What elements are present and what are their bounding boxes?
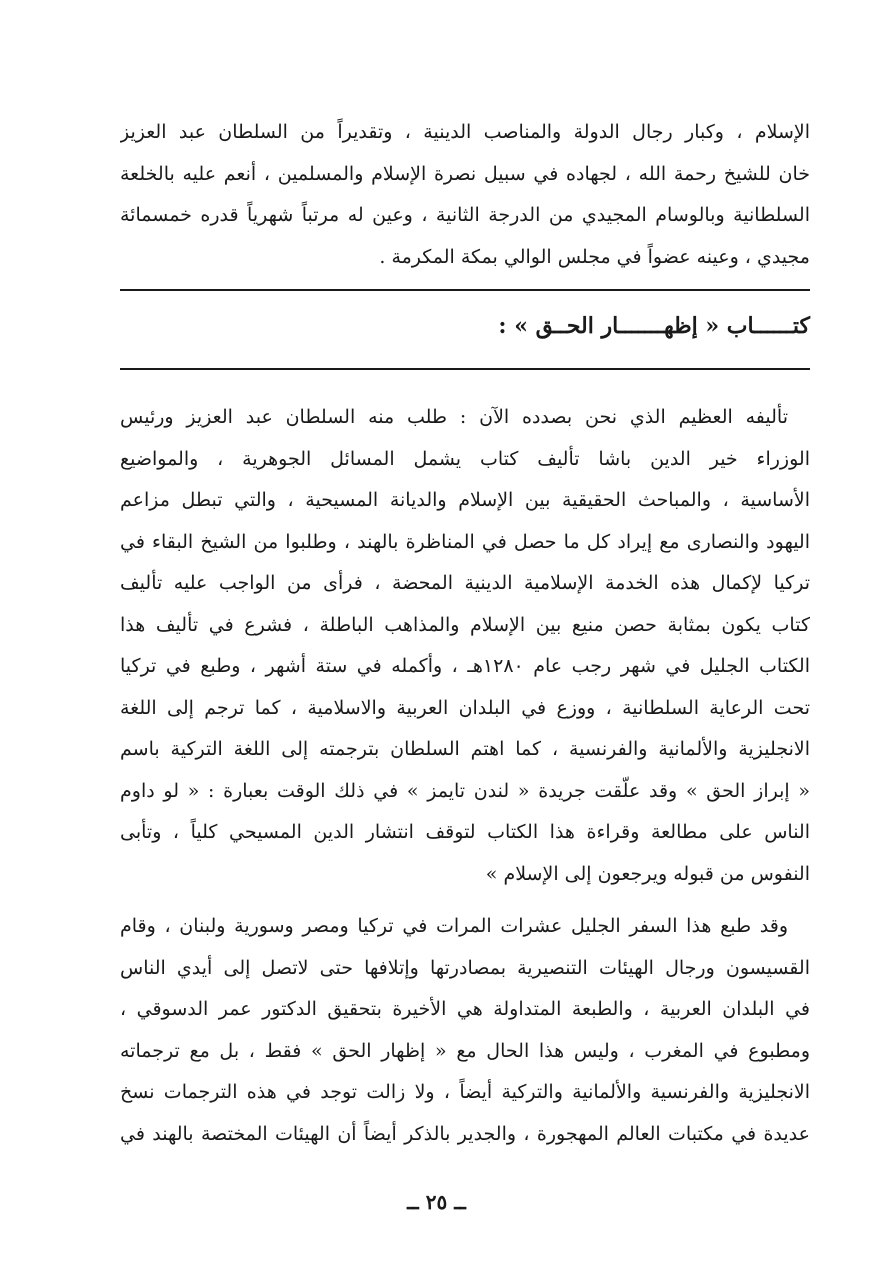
paragraph-line: تأليفه العظيم الذي نحن بصدده الآن : طلب منه السلطان عبد العزيز ورئيس <box>120 406 788 428</box>
paragraph-line: كتاب يكون بمثابة حصن منيع بين الإسلام والمذاهب الباطلة ، فشرع في تأليف هذا <box>120 613 810 636</box>
paragraph-line: النفوس من قبوله ويرجعون إلى الإسلام » <box>485 862 810 885</box>
paragraph-line: الانجليزية والفرنسية والألمانية والتركية أيضاً ، ولا زالت توجد في هذه الترجمات نسخ <box>120 1081 810 1103</box>
paragraph-line: « إبراز الحق » وقد علّقت جريدة « لندن تايمز » في ذلك الوقت بعبارة : « لو داوم <box>120 779 810 802</box>
section-heading: كتــــــاب « إظهـــــــار الحــق » : <box>498 313 810 339</box>
body-paragraph-1 <box>120 397 810 895</box>
paragraph-line: القسيسون ورجال الهيئات التنصيرية بمصادرتها وإتلافها حتى لاتصل إلى أيدي الناس <box>120 956 810 979</box>
intro-line: مجيدي ، وعينه عضواً في مجلس الوالي بمكة المكرمة . <box>379 245 810 268</box>
paragraph-line: الكتاب الجليل في شهر رجب عام ١٢٨٠هـ ، وأكمله في ستة أشهر ، وطبع في تركيا <box>120 655 810 677</box>
paragraph-line: الأساسية ، والمباحث الحقيقية بين الإسلام والديانة المسيحية ، والتي تبطل مزاعم <box>120 489 810 511</box>
heading-top-rule <box>120 289 810 291</box>
intro-line: السلطانية وبالوسام المجيدي من الدرجة الثانية ، وعين له مرتباً شهرياً قدره خمسمائة <box>120 204 810 226</box>
paragraph-line: وقد طبع هذا السفر الجليل عشرات المرات في تركيا ومصر وسورية ولبنان ، وقام <box>120 915 788 937</box>
page-number: ــ ٢٥ ــ <box>407 1190 466 1214</box>
paragraph-line: اليهود والنصارى مع إيراد كل ما حصل في المناظرة بالهند ، وطلبوا من الشيخ البقاء في <box>120 530 810 553</box>
paragraph-line: عديدة في مكتبات العالم المهجورة ، والجدير بالذكر أيضاً أن الهيئات المختصة بالهند في <box>120 1122 810 1145</box>
paragraph-line: تركيا لإكمال هذه الخدمة الإسلامية الدينية المحضة ، فرأى من الواجب عليه تأليف <box>120 572 810 594</box>
paragraph-line: في البلدان العربية ، والطبعة المتداولة هي الأخيرة بتحقيق الدكتور عمر الدسوقي ، <box>120 998 810 1020</box>
intro-line: الإسلام ، وكبار رجال الدولة والمناصب الدينية ، وتقديراً من السلطان عبد العزيز <box>120 121 810 143</box>
body-paragraph-2 <box>120 906 810 1155</box>
heading-bottom-rule <box>120 368 810 370</box>
paragraph-line: الناس على مطالعة وقراءة هذا الكتاب لتوقف انتشار الدين المسيحي كلياً ، وتأبى <box>120 821 810 843</box>
intro-line: خان للشيخ رحمة الله ، لجهاده في سبيل نصرة الإسلام والمسلمين ، أنعم عليه بالخلعة <box>120 162 810 185</box>
paragraph-line: تحت الرعاية السلطانية ، ووزع في البلدان العربية والاسلامية ، كما ترجم إلى اللغة <box>120 696 810 719</box>
paragraph-line: الانجليزية والألمانية والفرنسية ، كما اهتم السلطان بترجمته إلى اللغة التركية باسم <box>120 738 810 760</box>
intro-paragraph <box>120 112 810 278</box>
paragraph-line: الوزراء خير الدين باشا تأليف كتاب يشمل المسائل الجوهرية ، والمواضيع <box>120 447 810 470</box>
paragraph-line: ومطبوع في المغرب ، وليس هذا الحال مع « إظهار الحق » فقط ، بل مع ترجماته <box>120 1039 810 1062</box>
